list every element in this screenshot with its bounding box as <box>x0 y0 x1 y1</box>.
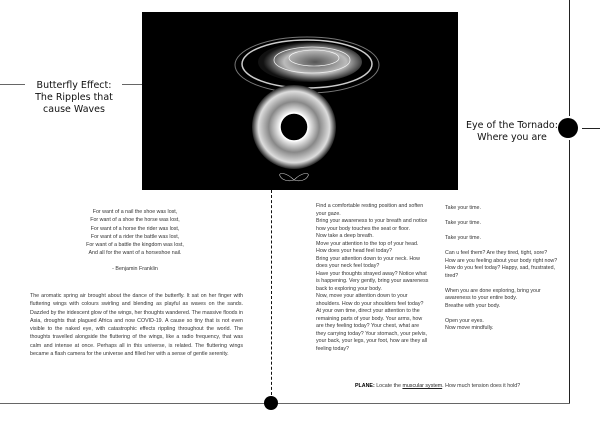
meditation-step: Bring your awareness to your breath and notice how your body touches the seat or floor. <box>316 218 428 232</box>
muscular-system-link[interactable]: muscular system <box>402 383 443 389</box>
meditation-step: Now take a deep breath. <box>316 233 374 239</box>
tornado-swirl <box>235 37 379 93</box>
poem-line: For want of a nail the shoe was lost, <box>92 209 178 215</box>
meditation-step: Take your time. <box>445 205 481 211</box>
poem <box>0 208 270 273</box>
meditation-step: Take your time. <box>445 220 481 226</box>
poem-line: And all for the want of a horseshoe nail. <box>88 250 182 257</box>
meditation-column-1 <box>316 203 430 353</box>
right-section-title <box>462 120 562 144</box>
poem-author: - Benjamin Franklin <box>112 265 158 272</box>
butterfly-outline <box>280 173 309 180</box>
eye-iris <box>252 85 336 169</box>
plane-text: Locate the <box>376 383 401 389</box>
meditation-step: How do you feel today? Happy, sad, frustrated, tired? <box>445 265 556 279</box>
meditation-step: Now, move your attention down to your shoulders. How do your shoulders feel today? <box>316 293 424 307</box>
meditation-step: At your own time, direct your attention to the remaining parts of your body. Your arms, how are they feeling today? Your chest, what are they carrying today? Your stomach, your pelvis, your back, your legs, your foot, how are they all feeling today? <box>316 308 427 352</box>
poem-line: For want of a shoe the horse was lost, <box>90 217 180 224</box>
left-section-title <box>28 80 120 116</box>
meditation-step: Have your thoughts strayed away? Notice what is happening. Very gently, bring your awareness back to exploring your body. <box>316 270 429 292</box>
title-line: Eye of the Tornado: <box>466 120 558 131</box>
meditation-step: Find a comfortable resting position and soften your gaze. <box>316 203 424 217</box>
meditation-step: Bring your attention down to your neck. How does your neck feel today? <box>316 255 420 269</box>
title-line: cause Waves <box>43 104 105 115</box>
left-title-rule-left <box>0 84 25 85</box>
meditation-step: Can u feel them? Are they tired, tight, sore? <box>445 250 548 256</box>
right-marker-rule <box>582 128 600 129</box>
poem-line: For want of a horse the rider was lost, <box>90 225 180 232</box>
title-line: Butterfly Effect: <box>36 80 112 91</box>
meditation-step: Now move mindfully. <box>445 325 494 331</box>
hero-image-tornado-eye <box>142 12 458 190</box>
plane-prompt <box>355 383 520 389</box>
story-paragraph: The aromatic spring air brought about the dance of the butterfly. It sat on her finger with fluttering wings with colours swirling and blending as playful as waves on the sands. Dazzled by the iridescent glow of the wings, her thoughts wandered. The massive floods in Asia, droughts that plagued Africa and now COVID-19. A cause so tiny that is not even visible to the naked eye, with catastrophic effects rippling throughout the world. The thoughts travelled alongside the fluttering of the wings, like a radio frequency, that was calm and intense at once. Perhaps all in this universe, is related. The fluttering wings became a flash camera for the universe and filled her with a sense of gentle serenity. <box>30 293 243 358</box>
right-vertical-rule-bottom <box>569 140 570 403</box>
meditation-step: Open your eyes. <box>445 317 484 324</box>
tornado-eye-illustration <box>142 12 458 190</box>
meditation-step: Take your time. <box>445 235 481 241</box>
plane-text: . How much tension does it hold? <box>442 383 521 389</box>
bottom-rule <box>0 403 570 404</box>
right-vertical-rule-top <box>569 0 570 116</box>
center-dashed-divider <box>271 190 272 400</box>
meditation-step: Breathe with your body. <box>445 302 501 309</box>
meditation-step: Move your attention to the top of your head. How does your head feel today? <box>316 240 419 254</box>
poem-line: For want of a battle the kingdom was lost, <box>86 242 184 249</box>
meditation-column-2 <box>445 205 560 333</box>
title-line: Where you are <box>477 132 547 143</box>
bottom-marker-dot <box>264 396 278 410</box>
left-title-rule-right <box>122 84 142 85</box>
plane-label: PLANE: <box>355 383 375 389</box>
title-line: The Ripples that <box>35 92 113 103</box>
meditation-step: How are you feeling about your body right now? <box>445 257 558 264</box>
meditation-step: When you are done exploring, bring your awareness to your entire body. <box>445 287 541 301</box>
poem-line: For want of a rider the battle was lost, <box>90 233 180 240</box>
